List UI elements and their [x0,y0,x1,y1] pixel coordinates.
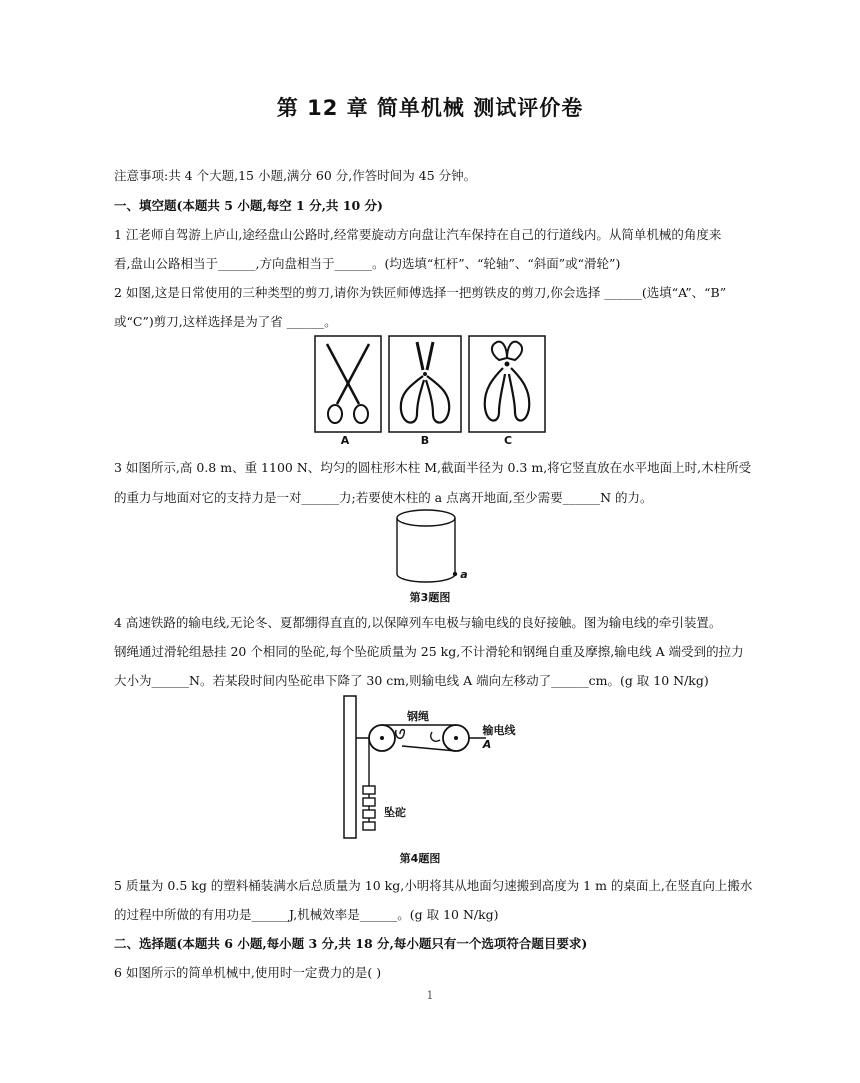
scissors-figure [313,334,549,444]
point-a-label: a [460,568,468,581]
rope-label: 钢绳 [407,710,429,723]
q5-line-1: 5 质量为 0.5 kg 的塑料桶装满水后总质量为 10 kg,小明将其从地面匀速搬到高度为 1 m 的桌面上,在竖直向上搬水 [114,878,753,893]
section-1-heading: 一、填空题(本题共 5 小题,每空 1 分,共 10 分) [114,198,383,213]
scissors-a-image [315,336,381,432]
q3-line-1: 3 如图所示,高 0.8 m、重 1100 N、均匀的圆柱形木柱 M,截面半径为 0.3 m,将它竖直放在水平地面上时,木柱所受 [114,460,752,475]
section-2-heading: 二、选择题(本题共 6 小题,每小题 3 分,共 18 分,每小题只有一个选项符合题目要求) [114,936,588,951]
q2-line-1: 2 如图,这是日常使用的三种类型的剪刀,请你为铁匠师傅选择一把剪铁皮的剪刀,你会选择 ______(选填“A”、“B” [114,285,727,300]
label-a: A [340,434,350,447]
scissors-b-image [389,336,461,432]
figure-3-caption: 第3题图 [409,591,451,604]
q1-line-1: 1 江老师自驾游上庐山,途经盘山公路时,经常要旋动方向盘让汽车保持在自己的行道线内。从简单机械的角度来 [114,227,722,242]
q4-line-1: 4 高速铁路的输电线,无论冬、夏都绷得直直的,以保障列车电极与输电线的良好接触。图为输电线的牵引装置。 [114,615,722,630]
label-b: B [420,434,430,447]
q6-text: 6 如图所示的简单机械中,使用时一定费力的是( ) [114,965,382,980]
wire-label: 输电线 [482,724,516,737]
q2-line-2: 或“C”)剪刀,这样选择是为了省 ______。 [114,314,337,329]
notice-text: 注意事项:共 4 个大题,15 小题,满分 60 分,作答时间为 45 分钟。 [114,168,477,183]
pulley-figure [340,694,540,844]
point-A-label: A [482,738,492,751]
q1-line-2: 看,盘山公路相当于______,方向盘相当于______。(均选填“杠杆”、“轮轴”、“斜面”或“滑轮”) [114,256,621,271]
q5-line-2: 的过程中所做的有用功是______J,机械效率是______。(g 取 10 N/kg) [114,907,499,922]
figure-4-caption: 第4题图 [399,852,441,865]
label-c: C [503,434,513,447]
q4-line-3: 大小为______N。若某段时间内坠砣串下降了 30 cm,则输电线 A 端向左移动了______cm。(g 取 10 N/kg) [114,673,709,688]
page-title: 第 12 章 简单机械 测试评价卷 [276,96,584,120]
q3-line-2: 的重力与地面对它的支持力是一对______力;若要使木柱的 a 点离开地面,至少需要______N 的力。 [114,490,653,505]
weight-label: 坠砣 [384,806,406,819]
scissors-c-image [469,336,545,432]
page-number: 1 [426,989,434,1002]
q4-line-2: 钢绳通过滑轮组悬挂 20 个相同的坠砣,每个坠砣质量为 25 kg,不计滑轮和钢绳自重及摩擦,输电线 A 端受到的拉力 [114,644,744,659]
